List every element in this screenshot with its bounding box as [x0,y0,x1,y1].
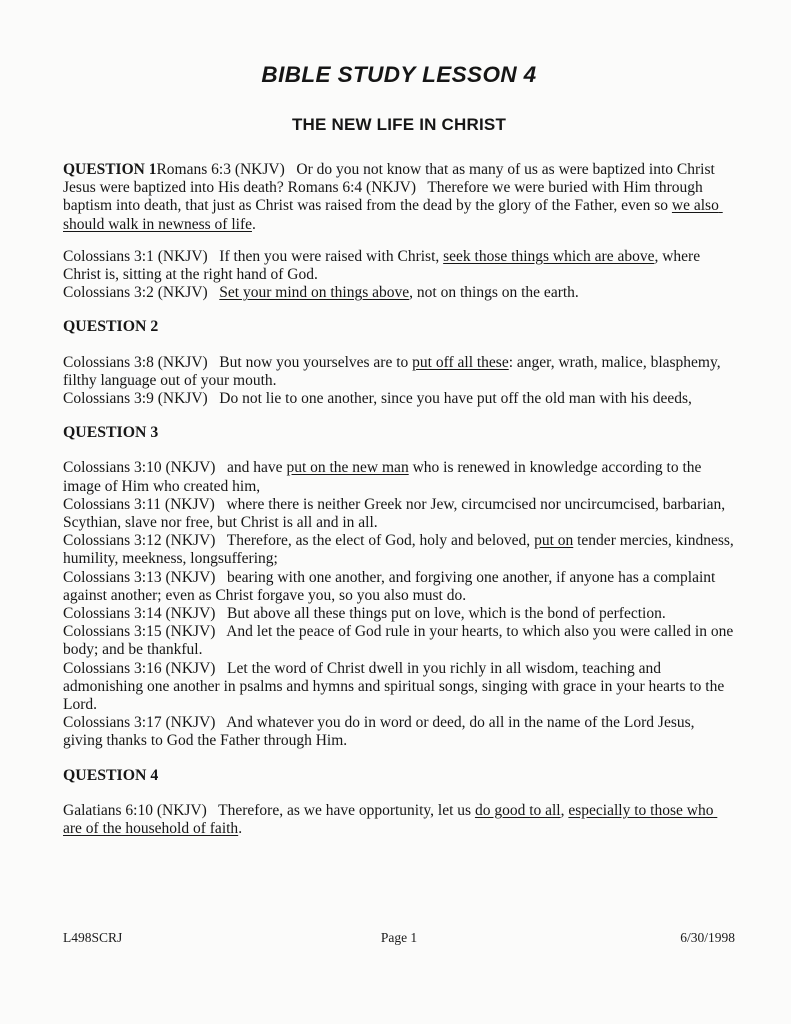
text-segment: , not on things on the earth. [409,284,579,302]
text-segment: Colossians 3:10 (NKJV) and have [63,459,287,477]
question-heading: QUESTION 4 [63,766,159,784]
text-segment: Colossians 3:14 (NKJV) But above all these things put on love, which is the bond of perfection. [63,605,666,623]
verse-line [63,623,738,659]
text-segment: : anger, wrath, malice, blasphemy, filthy language out of your mouth. [63,353,725,389]
verse-line [63,390,735,408]
verse-paragraph [63,459,738,750]
verse-line [63,802,735,838]
footer-doc-code: L498SCRJ [63,930,123,945]
verse-line [63,532,738,568]
page-title: BIBLE STUDY LESSON 4 [261,62,537,87]
verse-line [63,354,735,390]
text-segment: Colossians 3:8 (NKJV) But now you yourselves are to [63,353,413,371]
text-segment: Colossians 3:9 (NKJV) Do not lie to one another, since you have put off the old man with his deeds, [63,390,692,408]
verse-paragraph [63,161,735,234]
verse-line [63,714,735,750]
text-segment: tender mercies, kindness, humility, meekness, longsuffering; [63,532,738,568]
text-segment: Colossians 3:17 (NKJV) And whatever you do in word or deed, do all in the name of the Lord Jesus, giving thanks to God the Father through Him. [63,714,699,750]
text-segment: , where Christ is, sitting at the right hand of God. [63,247,704,284]
question-heading: QUESTION 3 [63,424,159,442]
verse-paragraph [63,248,735,303]
text-segment: Colossians 3:15 (NKJV) And let the peace of God rule in your hearts, to which also you were called in one body; and be thankful. [63,623,738,659]
footer-date: 6/30/1998 [680,930,735,945]
verse-line [63,161,735,234]
page-subtitle: THE NEW LIFE IN CHRIST [291,115,507,134]
text-segment: . [238,820,243,838]
verse-line [63,605,735,623]
page-footer [63,930,735,946]
text-segment: Colossians 3:2 (NKJV) [63,284,220,302]
text-segment: Colossians 3:16 (NKJV) Let the word of Christ dwell in you richly in all wisdom, teaching and admonishing one another in psalms and hymns and spiritual songs, singing with grace in your hearts to the Lord. [63,659,729,714]
document-body [63,161,738,838]
verse-line [63,459,735,495]
text-segment: QUESTION 1 [63,161,157,178]
text-segment: Colossians 3:12 (NKJV) Therefore, as the elect of God, holy and beloved, [63,532,535,550]
text-segment: we also should walk in newness of life [63,197,723,233]
text-segment: put on [534,532,574,550]
text-segment: do good to all [474,801,561,819]
verse-paragraph [63,802,735,838]
text-segment: especially to those who are of the household of faith [63,801,718,838]
text-segment: Galatians 6:10 (NKJV) Therefore, as we have opportunity, let us [63,801,475,819]
verse-line [63,284,735,302]
question-heading: QUESTION 2 [63,318,159,336]
footer-page-number: Page 1 [380,930,418,945]
verse-line [63,496,735,532]
text-segment: seek those things which are above [443,247,655,265]
text-segment: Romans 6:3 (NKJV) Or do you not know that as many of us as were baptized into Christ Jesus were baptized into His death? Romans 6:4 (NKJV) Therefore we were buried with Him through baptism into death, that just as Christ was raised from the dead by the glory of the Father, even so [63,161,719,215]
verse-line [63,569,735,605]
verse-line [63,660,735,715]
text-segment: Colossians 3:1 (NKJV) If then you were raised with Christ, [63,247,444,265]
text-segment: put off all these [412,353,509,371]
verse-line [63,248,735,284]
verse-paragraph [63,354,735,409]
text-segment: put on the new man [286,459,409,477]
text-segment: . [251,215,256,233]
text-segment: who is renewed in knowledge according to the image of Him who created him, [63,459,706,495]
text-segment: Colossians 3:11 (NKJV) where there is neither Greek nor Jew, circumcised nor uncircumcised, barbarian, Scythian, slave nor free, but Christ is all and in all. [63,495,730,532]
text-segment: Colossians 3:13 (NKJV) bearing with one another, and forgiving one another, if anyone has a complaint against another; even as Christ forgave you, so you also must do. [63,568,720,604]
text-segment: Set your mind on things above [219,284,410,302]
text-segment: , [560,801,569,819]
